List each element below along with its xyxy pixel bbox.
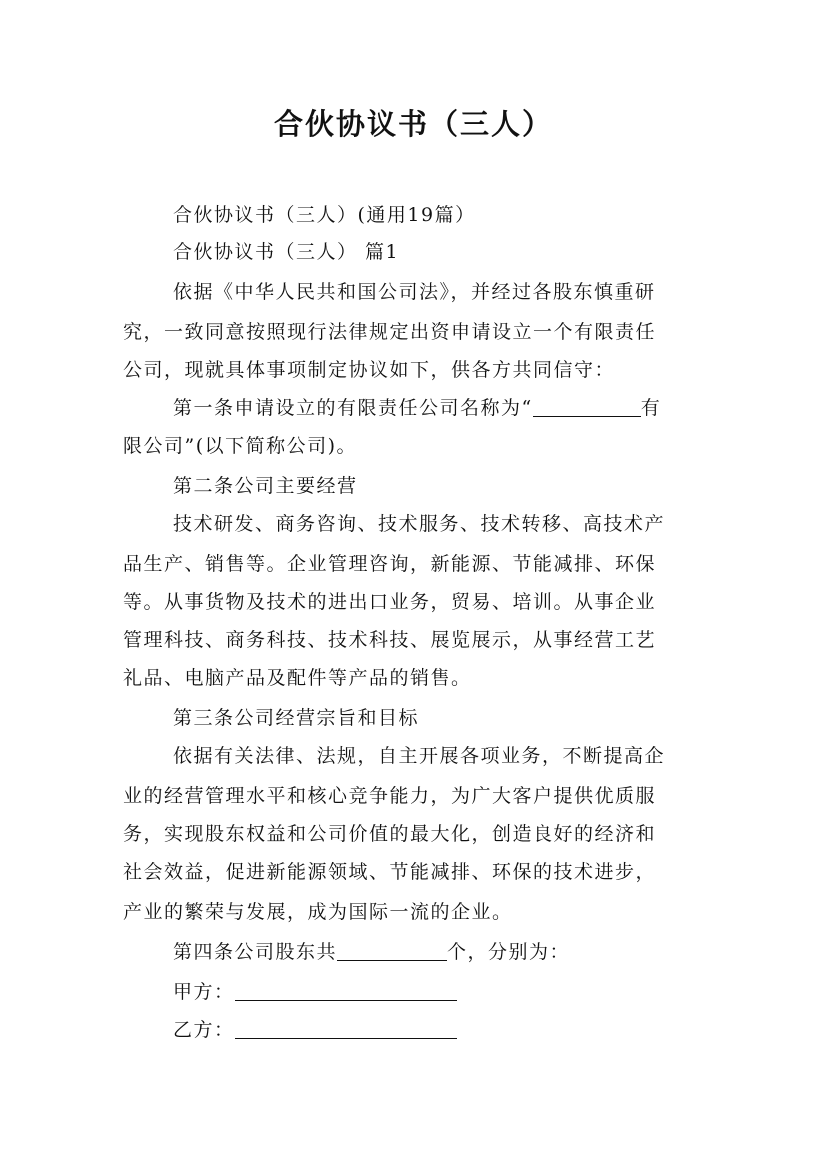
shareholder-count-blank xyxy=(337,942,447,961)
paragraph-line: 业的经营管理水平和核心竞争能力，为广大客户提供优质服 xyxy=(123,785,657,807)
paragraph-line: 礼品、电脑产品及配件等产品的销售。 xyxy=(123,667,472,689)
party-a-line xyxy=(173,977,713,1004)
article-4-line xyxy=(173,937,713,964)
paragraph-line: 公司，现就具体事项制定协议如下，供各方共同信守： xyxy=(123,359,616,381)
party-b-blank xyxy=(235,1020,457,1039)
article-2-heading: 第二条公司主要经营 xyxy=(173,475,358,497)
article-4-suffix: 个，分别为： xyxy=(447,941,571,963)
paragraph-line: 品生产、销售等。企业管理咨询，新能源、节能减排、环保 xyxy=(123,553,657,575)
document-title: 合伙协议书（三人） xyxy=(273,107,553,141)
document-subtitle: 合伙协议书（三人）(通用19篇） xyxy=(173,204,476,226)
article-1-suffix: 有 xyxy=(640,397,662,419)
article-1-prefix: 第一条申请设立的有限责任公司名称为“ xyxy=(173,397,533,419)
article-4-prefix: 第四条公司股东共 xyxy=(173,941,338,963)
party-a-blank xyxy=(235,982,457,1001)
paragraph-line: 依据有关法律、法规，自主开展各项业务，不断提高企 xyxy=(173,745,666,767)
article-1-line-2: 限公司”(以下简称公司)。 xyxy=(123,435,358,457)
article-1-line xyxy=(173,393,713,420)
party-a-label: 甲方： xyxy=(173,981,235,1003)
paragraph-line: 管理科技、商务科技、技术科技、展览展示，从事经营工艺 xyxy=(123,629,657,651)
paragraph-line: 社会效益，促进新能源领域、节能减排、环保的技术进步， xyxy=(123,861,657,883)
article-3-heading: 第三条公司经营宗旨和目标 xyxy=(173,707,420,729)
party-b-line xyxy=(173,1015,713,1042)
paragraph-line: 务，实现股东权益和公司价值的最大化，创造良好的经济和 xyxy=(123,823,657,845)
paragraph-line: 产业的繁荣与发展，成为国际一流的企业。 xyxy=(123,901,513,923)
paragraph-line: 究，一致同意按照现行法律规定出资申请设立一个有限责任 xyxy=(123,321,657,343)
section-heading: 合伙协议书（三人） 篇1 xyxy=(173,241,400,263)
company-name-blank xyxy=(533,398,641,417)
paragraph-line: 等。从事货物及技术的进出口业务，贸易、培训。从事企业 xyxy=(123,591,657,613)
paragraph-line: 依据《中华人民共和国公司法》，并经过各股东慎重研 xyxy=(173,281,656,303)
party-b-label: 乙方： xyxy=(173,1019,235,1041)
paragraph-line: 技术研发、商务咨询、技术服务、技术转移、高技术产 xyxy=(173,513,666,535)
